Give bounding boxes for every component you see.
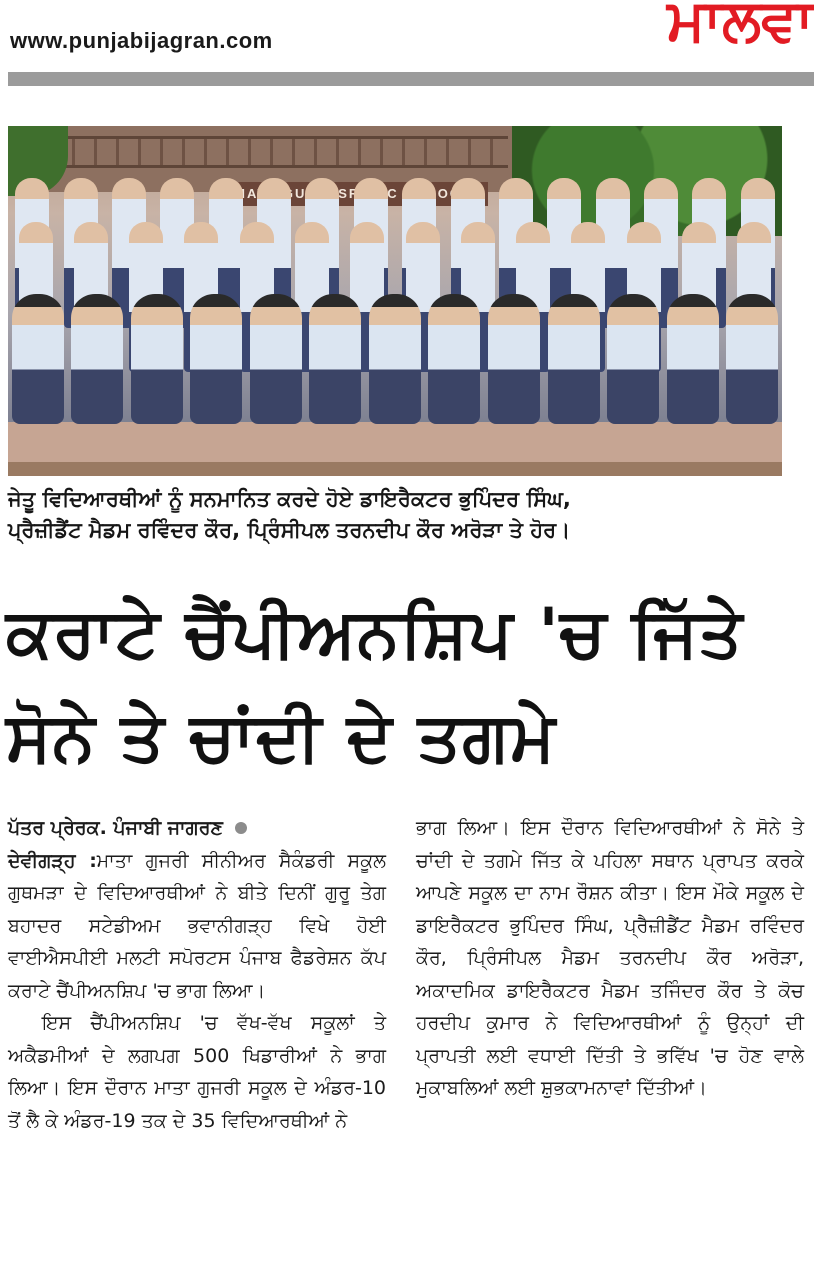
header-rule (8, 72, 814, 86)
article-column-right (416, 812, 804, 1105)
news-photo (8, 126, 782, 462)
photo-bottom-strip (8, 462, 782, 476)
caption-line: ਪ੍ਰੈਜ਼ੀਡੈਂਟ ਮੈਡਮ ਰਵਿੰਦਰ ਕੌਰ, ਪ੍ਰਿੰਸੀਪਲ ਤਰਨਦੀਪ ਕੌਰ ਅਰੋੜਾ ਤੇ ਹੋਰ। (8, 518, 571, 542)
article-paragraph: ਭਾਗ ਲਿਆ। ਇਸ ਦੌਰਾਨ ਵਿਦਿਆਰਥੀਆਂ ਨੇ ਸੋਨੇ ਤੇ ਚਾਂਦੀ ਦੇ ਤਗਮੇ ਜਿੱਤ ਕੇ ਪਹਿਲਾ ਸਥਾਨ ਪ੍ਰਾਪਤ ਕਰਕੇ ਆਪਣੇ ਸਕੂਲ ਦਾ ਨਾਮ ਰੌਸ਼ਨ ਕੀਤਾ। ਇਸ ਮੌਕੇ ਸਕੂਲ ਦੇ ਡਾਇਰੈਕਟਰ ਭੁਪਿੰਦਰ ਸਿੰਘ, ਪ੍ਰੈਜ਼ੀਡੈਂਟ ਮੈਡਮ ਰਵਿੰਦਰ ਕੌਰ, ਪ੍ਰਿੰਸੀਪਲ ਮੈਡਮ ਤਰਨਦੀਪ ਕੌਰ ਅਰੋੜਾ, ਅਕਾਦਮਿਕ ਡਾਇਰੈਕਟਰ ਮੈਡਮ ਤਜਿੰਦਰ ਕੌਰ ਤੇ ਕੋਚ ਹਰਦੀਪ ਕੁਮਾਰ ਨੇ ਵਿਦਿਆਰਥੀਆਂ ਨੂੰ ਉਨ੍ਹਾਂ ਦੀ ਪ੍ਰਾਪਤੀ ਲਈ ਵਧਾਈ ਦਿੱਤੀ ਤੇ ਭਵਿੱਖ 'ਚ ਹੋਣ ਵਾਲੇ ਮੁਕਾਬਲਿਆਂ ਲਈ ਸ਼ੁਭਕਾਮਨਾਵਾਂ ਦਿੱਤੀਆਂ। (416, 817, 804, 1099)
photo-floor (8, 422, 782, 462)
article-headline (6, 582, 806, 790)
photo-front-row (8, 294, 782, 424)
article-dateline: ਦੇਵੀਗੜ੍ਹ : (8, 849, 97, 872)
headline-line-2: ਸੋਨੇ ਤੇ ਚਾਂਦੀ ਦੇ ਤਗਮੇ (6, 698, 557, 777)
article-byline (8, 812, 386, 845)
photo-railing (28, 136, 508, 168)
article-paragraph: ਇਸ ਚੈਂਪੀਅਨਸ਼ਿਪ 'ਚ ਵੱਖ-ਵੱਖ ਸਕੂਲਾਂ ਤੇ ਅਕੈਡਮੀਆਂ ਦੇ ਲਗਪਗ 500 ਖਿਡਾਰੀਆਂ ਨੇ ਭਾਗ ਲਿਆ। ਇਸ ਦੌਰਾਨ ਮਾਤਾ ਗੁਜਰੀ ਸਕੂਲ ਦੇ ਅੰਡਰ-10 ਤੋਂ ਲੈ ਕੇ ਅੰਡਰ-19 ਤਕ ਦੇ 35 ਵਿਦਿਆਰਥੀਆਂ ਨੇ (8, 1012, 386, 1132)
byline-text: ਪੱਤਰ ਪ੍ਰੇਰਕ. ਪੰਜਾਬੀ ਜਾਗਰਣ (8, 817, 223, 839)
bullet-icon (235, 822, 247, 834)
photo-school-banner: MATA SR SCHOOL (218, 182, 488, 206)
website-url: www.punjabijagran.com (10, 28, 273, 53)
caption-line: ਜੇਤੂ ਵਿਦਿਆਰਥੀਆਂ ਨੂੰ ਸਨਮਾਨਿਤ ਕਰਦੇ ਹੋਏ ਡਾਇਰੈਕਟਰ ਭੁਪਿੰਦਰ ਸਿੰਘ, (8, 487, 571, 511)
article-paragraph (8, 845, 386, 1008)
headline-line-1: ਕਰਾਟੇ ਚੈਂਪੀਅਨਸ਼ਿਪ 'ਚ ਜਿੱਤੇ (6, 594, 744, 673)
paragraph-text: ਮਾਤਾ ਗੁਜਰੀ ਸੀਨੀਅਰ ਸੈਕੰਡਰੀ ਸਕੂਲ ਗੁਥਮੜਾ ਦੇ ਵਿਦਿਆਰਥੀਆਂ ਨੇ ਬੀਤੇ ਦਿਨੀਂ ਗੁਰੂ ਤੇਗ ਬਹਾਦਰ ਸਟੇਡੀਅਮ ਭਵਾਨੀਗੜ੍ਹ ਵਿਖੇ ਹੋਈ ਵਾਈਐਸਪੀਈ ਮਲਟੀ ਸਪੋਰਟਸ ਪੰਜਾਬ ਫੈਡਰੇਸ਼ਨ ਕੱਪ ਕਰਾਟੇ ਚੈਂਪੀਅਨਸ਼ਿਪ 'ਚ ਭਾਗ ਲਿਆ। (8, 849, 386, 1002)
photo-caption (8, 484, 788, 546)
article-column-left (8, 812, 386, 1137)
masthead-title: ਮਾਲਵਾ (667, 0, 814, 54)
